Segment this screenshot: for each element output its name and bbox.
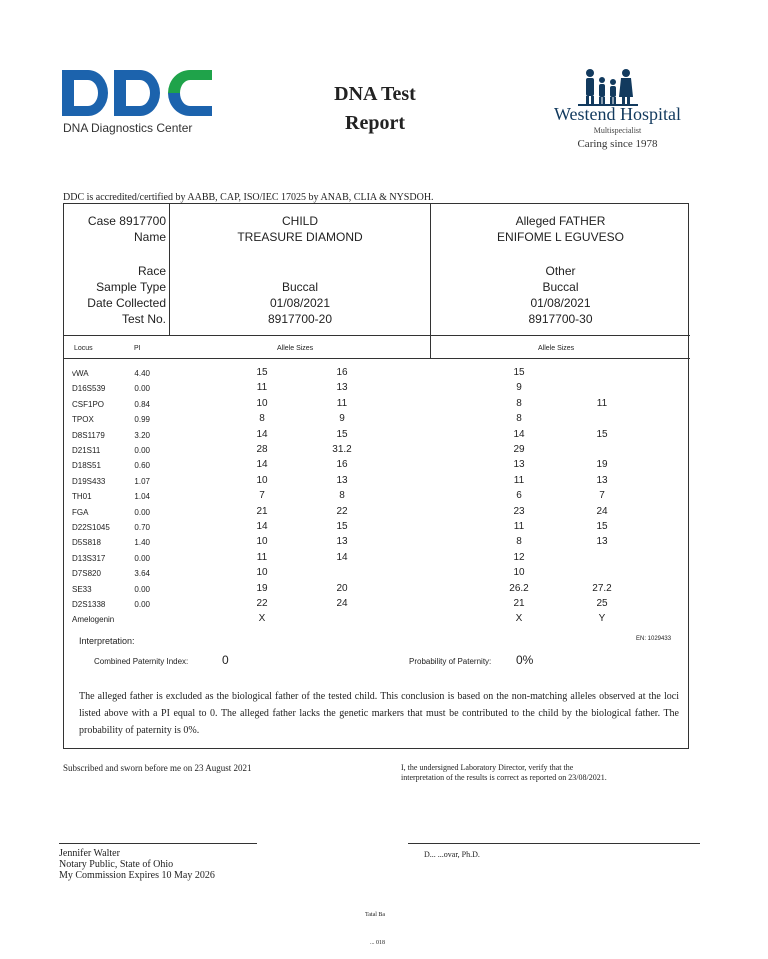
paternity-index: 3.64 [134,569,150,579]
child-allele-1: 8 [259,413,265,425]
paternity-index: 0.00 [134,553,150,563]
paternity-index: 0.70 [134,523,150,532]
father-allele-2: 27.2 [592,582,612,594]
probability-label: Probability of Paternity: [409,657,492,666]
allele-table [64,366,690,628]
father-allele-1: 8 [516,536,522,548]
father-allele-1: 21 [513,598,525,609]
child-allele-2: 13 [336,382,348,394]
child-allele-1: 21 [256,505,268,517]
locus-name: D18S51 [72,461,101,471]
ddc-logo-subtitle: DNA Diagnostics Center [63,121,193,135]
child-allele-1: 14 [256,428,268,440]
locus-name: Amelogenin [72,615,115,625]
paternity-index: 0.00 [134,384,150,394]
father-test-no: 8917700-30 [528,312,593,326]
en-code: EN: 1029433 [636,636,672,642]
child-allele-2: 20 [336,582,348,594]
cpi-value: 0 [222,653,229,667]
table-row [64,582,690,597]
table-row [64,520,690,535]
child-allele-1: 10 [256,474,268,486]
child-allele-1: 15 [256,367,268,378]
child-allele-1: 10 [256,397,268,409]
paternity-index: 4.40 [134,369,150,378]
child-allele-1: 11 [256,382,268,394]
notary-block [59,848,215,881]
table-row [64,474,690,489]
father-allele-1: 13 [513,459,525,471]
paternity-index: 0.00 [134,600,150,609]
child-allele-1: 19 [256,582,268,594]
col-pi: PI [134,345,141,352]
father-allele-1: 26.2 [509,582,529,594]
label-date-collected: Date Collected [87,296,166,310]
father-allele-2: 24 [596,505,608,517]
verify-line1: I, the undersigned Laboratory Director, verify that the [401,763,574,772]
verify-line2: interpretation of the results is correct as reported on 23/08/2021. [401,773,607,782]
col-locus: Locus [74,345,93,352]
father-allele-2: 7 [599,490,605,502]
label-sample-type: Sample Type [96,280,166,294]
col-father-alleles: Allele Sizes [538,345,575,352]
probability-value: 0% [516,653,534,667]
paternity-index: 3.20 [134,430,150,440]
hospital-name: Westend Hospital [553,104,682,124]
child-role: CHILD [281,214,318,228]
report-title-line1: DNA Test [334,83,416,105]
locus-name: TPOX [72,415,94,425]
label-name: Name [133,230,166,244]
paternity-index: 1.07 [134,476,150,486]
father-info [431,204,690,335]
locus-name: FGA [72,507,89,517]
label-race: Race [137,264,166,278]
father-date-collected: 01/08/2021 [530,296,591,310]
father-allele-1: 14 [513,428,525,440]
child-allele-2: 16 [336,459,348,471]
child-allele-1: 14 [256,521,268,532]
notary-expiry: My Commission Expires 10 May 2026 [59,870,215,881]
child-test-no: 8917700-20 [267,312,333,326]
child-allele-2: 24 [336,598,348,609]
father-allele-1: 9 [516,382,522,394]
notary-signature-line [59,843,257,844]
table-row [64,366,690,381]
paternity-index: 0.60 [134,461,150,471]
cpi-label: Combined Paternity Index: [94,657,189,666]
director-name: D... ...ovar, Ph.D. [424,850,480,859]
locus-name: TH01 [72,492,92,502]
table-row [64,489,690,504]
conclusion-text: The alleged father is excluded as the biological father of the tested child. This conclusion is based on the non-matching alleles observed at the loci listed above with a PI equal to 0. The alleged father lacks the genetic markers that must be contributed to the child by the biological father. The probability of paternity is 0%. [79,691,679,736]
father-allele-2: 25 [596,598,608,609]
report-title [300,80,450,138]
father-allele-1: 11 [513,521,525,532]
father-allele-1: 10 [513,567,525,579]
paternity-index: 1.40 [134,538,150,548]
table-row [64,397,690,412]
child-allele-2: 16 [336,367,348,378]
father-race: Other [545,264,576,278]
hospital-specialty: Multispecialist [593,126,642,135]
father-allele-2: Y [598,613,606,625]
table-row [64,505,690,520]
hospital-tagline: Caring since 1978 [577,138,658,150]
locus-name: D16S539 [72,384,106,394]
father-allele-2: 13 [596,474,608,486]
allele-table-header [64,344,690,358]
case-labels [64,204,169,335]
child-allele-1: 11 [256,551,268,563]
paternity-index: 0.84 [134,399,150,409]
table-row [64,428,690,443]
report-title-line2: Report [345,112,405,134]
child-date-collected: 01/08/2021 [269,296,331,310]
child-allele-2: 11 [336,397,348,409]
father-allele-2: 13 [596,536,608,548]
locus-name: D2S1338 [72,600,106,609]
case-number: Case 8917700 [87,214,166,228]
father-allele-1: 15 [513,367,525,378]
report-box [63,203,689,749]
father-allele-1: 6 [516,490,522,502]
table-row [64,597,690,612]
child-allele-1: 22 [256,598,268,609]
child-allele-2: 13 [336,474,348,486]
child-allele-2: 15 [336,521,348,532]
father-allele-1: 8 [516,413,522,425]
child-allele-1: X [258,613,266,625]
locus-name: D13S317 [72,553,106,563]
paternity-index: 0.99 [134,415,150,425]
subscribed-line: Subscribed and sworn before me on 23 August 2021 [63,763,252,773]
child-allele-1: 28 [256,444,268,455]
child-allele-2: 8 [339,490,345,502]
child-allele-2: 14 [336,551,348,563]
child-allele-2: 9 [339,413,345,425]
father-allele-2: 11 [596,397,608,409]
director-verification [401,763,691,783]
table-row [64,535,690,550]
notary-name: Jennifer Walter [59,848,120,859]
father-allele-1: 8 [516,397,522,409]
table-row [64,458,690,473]
locus-name: SE33 [72,584,92,594]
father-allele-1: 29 [513,444,525,455]
child-allele-2: 31.2 [332,444,352,455]
paternity-index: 0.00 [134,584,150,594]
locus-name: D8S1179 [72,430,105,440]
paternity-index: 1.04 [134,492,150,502]
footer-small-text-1: Tatal Ba [365,912,386,918]
notary-title: Notary Public, State of Ohio [59,859,174,870]
father-allele-1: 23 [513,505,525,517]
paternity-index: 0.00 [134,507,150,517]
father-allele-2: 15 [596,521,608,532]
father-name: ENIFOME L EGUVESO [497,230,624,244]
col-child-alleles: Allele Sizes [277,345,314,352]
locus-name: D7S820 [72,569,101,579]
locus-name: D5S818 [72,538,101,548]
paternity-index: 0.00 [134,446,150,455]
family-logo-icon [578,66,638,106]
table-row [64,566,690,581]
interpretation-label: Interpretation: [79,636,135,646]
table-row [64,443,690,458]
locus-name: CSF1PO [72,399,105,409]
child-allele-1: 14 [256,459,268,471]
footer-small-text-2: ... 018 [370,940,385,946]
child-allele-1: 10 [256,536,268,548]
locus-name: D19S433 [72,476,106,486]
child-allele-1: 7 [259,490,265,502]
table-row [64,612,690,627]
father-sample-type: Buccal [542,280,579,294]
locus-name: D21S11 [72,446,101,455]
table-row [64,551,690,566]
child-allele-2: 22 [336,505,348,517]
table-row [64,381,690,396]
father-allele-1: 11 [513,474,525,486]
father-allele-1: X [515,613,523,625]
child-name: TREASURE DIAMOND [237,230,363,244]
father-allele-1: 12 [513,551,525,563]
child-allele-2: 15 [336,428,348,440]
table-row [64,412,690,427]
locus-name: D22S1045 [72,523,110,532]
child-info [170,204,430,335]
accreditation-line: DDC is accredited/certified by AABB, CAP, ISO/IEC 17025 by ANAB, CLIA & NYSDOH. [63,192,434,203]
father-allele-2: 15 [596,428,608,440]
locus-name: vWA [72,369,89,378]
father-allele-2: 19 [596,459,608,471]
father-role: Alleged FATHER [515,214,606,228]
child-allele-1: 10 [256,567,268,579]
label-test-no: Test No. [121,312,166,326]
child-sample-type: Buccal [281,280,319,294]
director-signature-line [408,843,700,844]
child-allele-2: 13 [336,536,348,548]
